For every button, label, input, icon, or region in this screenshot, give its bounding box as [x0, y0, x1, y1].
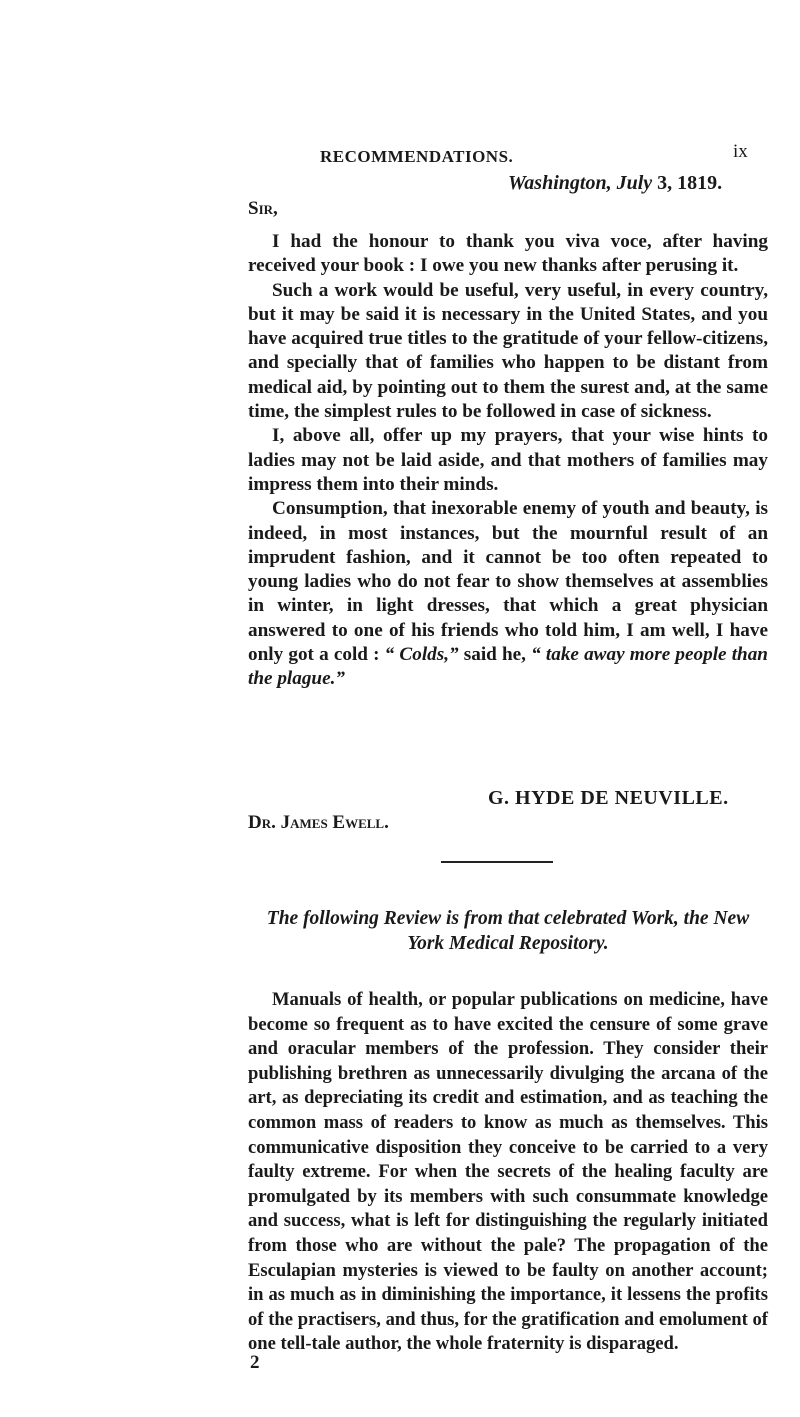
addressee: Dr. James Ewell. [248, 812, 389, 833]
letter-paragraph-3: I, above all, offer up my prayers, that your wise hints to ladies may not be laid aside, and that mothers of families may impress them into their minds. [248, 425, 768, 495]
quote-take-away: “ take away more people than the plague.” [248, 644, 768, 690]
quote-colds: “ Colds,” [384, 644, 459, 666]
review-body [248, 988, 768, 1357]
salutation: Sir, [248, 198, 278, 219]
quote-said: said he, [458, 644, 532, 666]
review-paragraph: Manuals of health, or popular publications on medicine, have become so frequent as to have excited the censure of some grave and oracular members of the profession. They consider their publishing brethren as unnecessarily divulging the arcana of the art, as depreciating its credit and estimation, and as teaching the common mass of readers to know as much as themselves. This communicative disposition they conceive to be carried to a very faulty extreme. For when the secrets of the healing faculty are promulgated by its members with such consummate knowledge and success, what is left for distinguishing the regularly initiated from those who are without the pale? The propagation of the Esculapian mysteries is viewed to be faulty on another account; in as much as in diminishing the importance, it lessens the profits of the practisers, and thus, for the gratification and emolument of one tell-tale author, the whole fraternity is disparaged. [248, 989, 768, 1355]
letter-paragraph-4-text: Consumption, that inexorable enemy of youth and beauty, is indeed, in most instances, but the mournful result of an imprudent fashion, and it cannot be too often repeated to young ladies who do not fear to show themselves at assemblies in winter, in light dresses, that which a great physician answered to one of his friends who told him, I am well, I have only got a cold : [248, 498, 768, 666]
letter-paragraph-4 [248, 497, 768, 691]
signature-mark: 2 [250, 1352, 260, 1373]
dateline-place: Washington, July [508, 172, 653, 194]
dateline-date: 3, 1819. [652, 172, 723, 194]
review-intro: The following Review is from that celebrated Work, the New York Medical Repository. [266, 908, 750, 954]
page-number: ix [733, 141, 748, 162]
letter-body [248, 230, 768, 692]
section-divider [441, 861, 553, 863]
letter-paragraph-2: Such a work would be useful, very useful, in every country, but it may be said it is necessary in the United States, and you have acquired true titles to the gratitude of your fellow-citizens, and specially that of families who happen to be distant from medical aid, by pointing out to them the surest and, at the same time, the simplest rules to be followed in case of sickness. [248, 279, 768, 423]
dateline [508, 172, 722, 195]
running-head: RECOMMENDATIONS. [320, 147, 514, 166]
letter-paragraph-1: I had the honour to thank you viva voce, after having received your book : I owe you new thanks after perusing it. [248, 231, 768, 277]
signature: G. HYDE DE NEUVILLE. [488, 787, 729, 809]
